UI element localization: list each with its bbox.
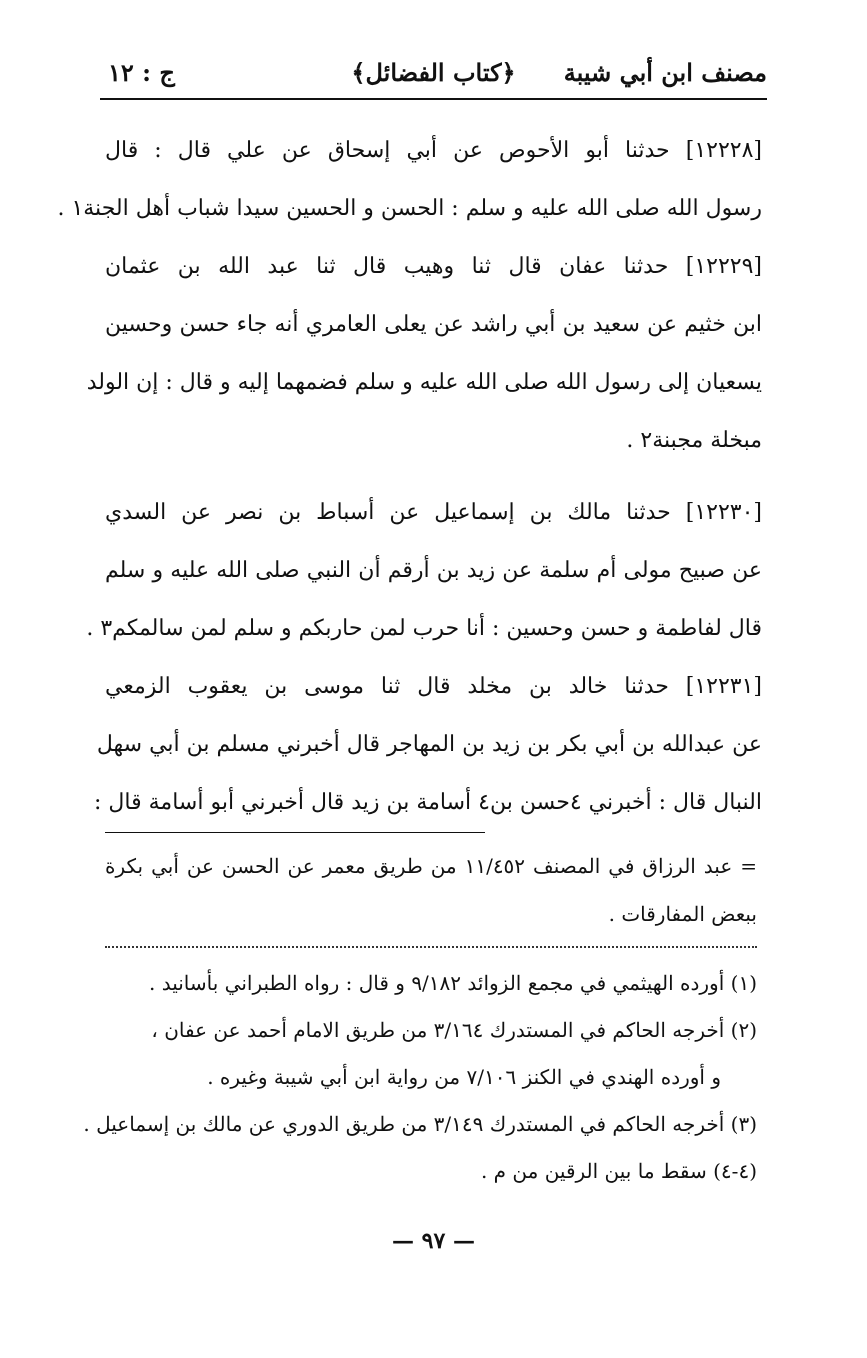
text-line: عن صبيح مولى أم سلمة عن زيد بن أرقم أن النبي صلى الله عليه و سلم [105,558,762,583]
footnote-line: (٣) أخرجه الحاكم في المستدرك ٣/١٤٩ من طريق الدوري عن مالك بن إسماعيل . [83,1112,757,1136]
footnotes [83,960,757,1195]
volume-number: ج : ١٢ [108,58,175,87]
footnote-line: و أورده الهندي في الكنز ٧/١٠٦ من رواية ابن أبي شيبة وغيره . [207,1065,721,1089]
page-number: — ٩٧ — [392,1228,475,1254]
text-line: النبال قال : أخبرني ٤حسن بن٤ أسامة بن زيد قال أخبرني أبو أسامة قال : [94,790,762,815]
running-header [100,52,767,98]
footnote-line: (٢) أخرجه الحاكم في المستدرك ٣/١٦٤ من طريق الامام أحمد عن عفان ، [151,1018,757,1042]
text-line: [١٢٢٢٩] حدثنا عفان قال ثنا وهيب قال ثنا عبد الله بن عثمان [105,254,762,279]
text-line: قال لفاطمة و حسن وحسين : أنا حرب لمن حاربكم و سلم لمن سالمكم٣ . [86,616,762,641]
text-line: [١٢٢٣٠] حدثنا مالك بن إسماعيل عن أسباط بن نصر عن السدي [105,500,762,525]
footnote-line: (٤-٤) سقط ما بين الرقين من م . [480,1159,757,1183]
footnote-separator [105,946,757,954]
main-text [57,122,762,832]
footnote-divider [105,832,485,833]
text-line: [١٢٢٢٨] حدثنا أبو الأحوص عن أبي إسحاق عن علي قال : قال [105,138,762,163]
text-line: عن عبدالله بن أبي بكر بن زيد بن المهاجر قال أخبرني مسلم بن أبي سهل [96,732,762,757]
text-line: يسعيان إلى رسول الله صلى الله عليه و سلم فضمهما إليه و قال : إن الولد [86,370,762,395]
book-title: مصنف ابن أبي شيبة [563,58,767,87]
chapter-title: ﴿كتاب الفضائل﴾ [351,58,516,87]
footnote-line: (١) أورده الهيثمي في مجمع الزوائد ٩/١٨٢ و قال : رواه الطبراني بأسانيد . [148,971,757,995]
continued-footnote [105,842,757,938]
text-line: مبخلة مجبنة٢ . [626,428,762,453]
footnote-line: = عبد الرزاق في المصنف ١١/٤٥٢ من طريق معمر عن الحسن عن أبي بكرة [105,854,757,878]
text-line: ابن خثيم عن سعيد بن أبي راشد عن يعلى العامري أنه جاء حسن وحسين [105,312,762,337]
text-line: رسول الله صلى الله عليه و سلم : الحسن و الحسين سيدا شباب أهل الجنة١ . [57,196,762,221]
text-line: [١٢٢٣١] حدثنا خالد بن مخلد قال ثنا موسى بن يعقوب الزمعي [105,674,762,699]
header-rule [100,98,767,100]
footnote-line: ببعض المفارقات . [608,902,757,926]
